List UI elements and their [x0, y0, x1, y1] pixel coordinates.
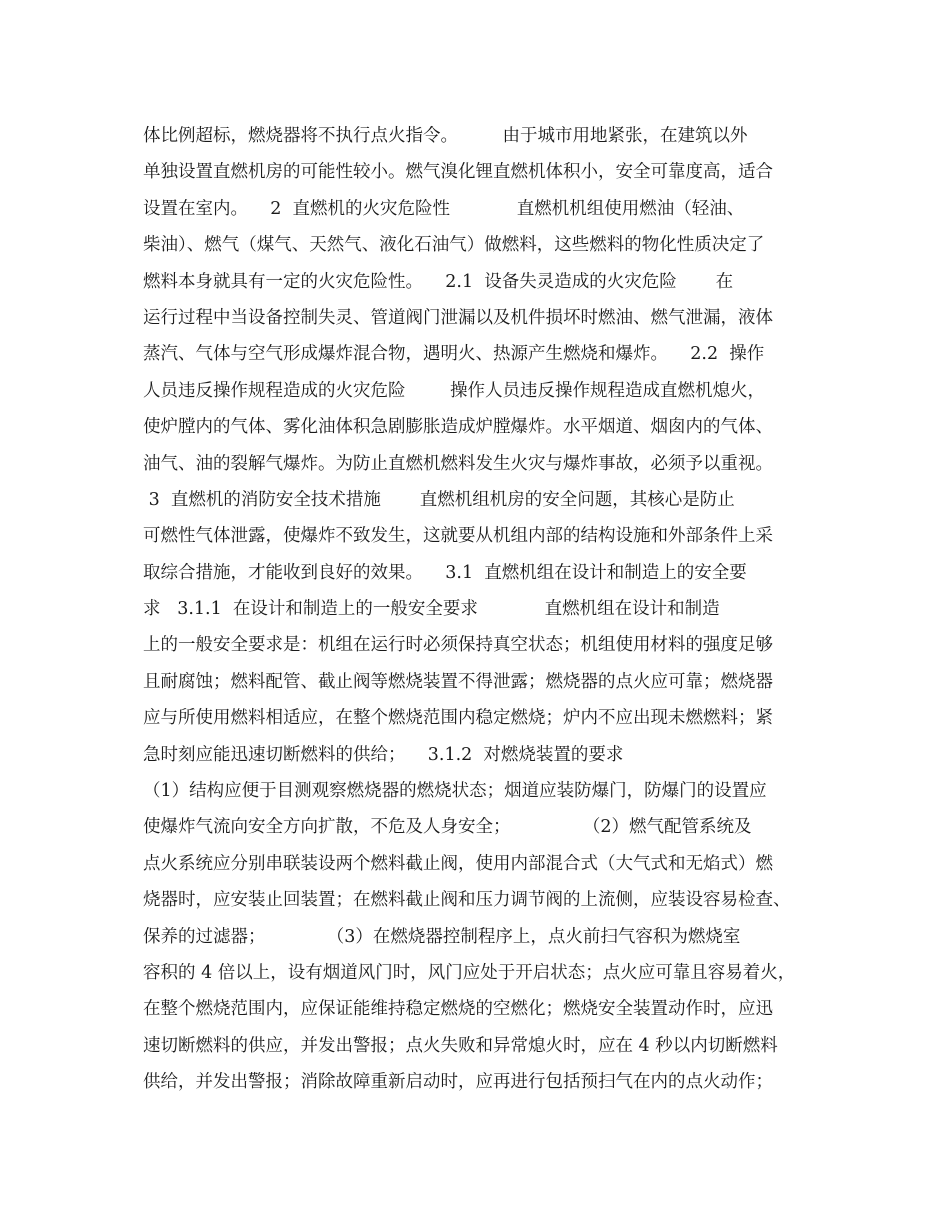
text-line: 容积的 4 倍以上，设有烟道风门时，风门应处于开启状态；点火应可靠且容易着火， [143, 962, 796, 983]
text-line: 使爆炸气流向安全方向扩散，不危及人身安全； （2）燃气配管系统及 [143, 817, 752, 838]
text-line: 单独设置直燃机房的可能性较小。燃气溴化锂直燃机体积小，安全可靠度高，适合 [143, 162, 773, 183]
text-line: 体比例超标，燃烧器将不执行点火指令。 由于城市用地紧张，在建筑以外 [143, 126, 748, 146]
text-line: 在整个燃烧范围内，应保证能维持稳定燃烧的空燃化；燃烧安全装置动作时，应迅 [143, 999, 773, 1020]
text-line: 可燃性气体泄露，使爆炸不致发生，这就要从机组内部的结构设施和外部条件上采 [143, 526, 773, 547]
text-line: 速切断燃料的供应，并发出警报；点火失败和异常熄火时，应在 4 秒以内切断燃料 [143, 1035, 778, 1056]
body-text [143, 118, 823, 1101]
text-line: 3 直燃机的消防安全技术措施 直燃机组机房的安全问题，其核心是防止 [143, 489, 735, 510]
text-line: 蒸汽、气体与空气形成爆炸混合物，遇明火、热源产生燃烧和爆炸。 2.2 操作 [143, 344, 765, 365]
text-line: 柴油）、燃气（煤气、天然气、液化石油气）做燃料，这些燃料的物化性质决定了 [143, 235, 765, 256]
text-line: 应与所使用燃料相适应，在整个燃烧范围内稳定燃烧；炉内不应出现未燃燃料；紧 [143, 708, 773, 729]
text-line: 使炉膛内的气体、雾化油体积急剧膨胀造成炉膛爆炸。水平烟道、烟囱内的气体、 [143, 417, 773, 438]
text-line: 上的一般安全要求是：机组在运行时必须保持真空状态；机组使用材料的强度足够 [143, 635, 773, 656]
text-line: （1）结构应便于目测观察燃烧器的燃烧状态；烟道应装防爆门，防爆门的设置应 [143, 781, 767, 802]
text-line: 人员违反操作规程造成的火灾危险 操作人员违反操作规程造成直燃机熄火， [143, 380, 765, 401]
text-line: 保养的过滤器； （3）在燃烧器控制程序上，点火前扫气容积为燃烧室 [143, 926, 741, 947]
text-line: 烧器时，应安装止回装置；在燃料截止阀和压力调节阀的上流侧，应装设容易检查、 [143, 890, 791, 911]
text-line: 油气、油的裂解气爆炸。为防止直燃机燃料发生火灾与爆炸事故，必须予以重视。 [143, 453, 773, 474]
text-line: 取综合措施，才能收到良好的效果。 3.1 直燃机组在设计和制造上的安全要 [143, 562, 747, 583]
text-line: 求 3.1.1 在设计和制造上的一般安全要求 直燃机组在设计和制造 [143, 599, 720, 620]
text-line: 急时刻应能迅速切断燃料的供给； 3.1.2 对燃烧装置的要求 [143, 744, 624, 765]
text-line: 点火系统应分别串联装设两个燃料截止阀，使用内部混合式（大气式和无焰式）燃 [143, 853, 773, 874]
text-line: 供给，并发出警报；消除故障重新启动时，应再进行包括预扫气在内的点火动作； [143, 1072, 773, 1093]
text-line: 燃料本身就具有一定的火灾危险性。 2.1 设备失灵造成的火灾危险 在 [143, 271, 734, 292]
text-line: 且耐腐蚀；燃料配管、截止阀等燃烧装置不得泄露；燃烧器的点火应可靠；燃烧器 [143, 671, 773, 692]
text-line: 设置在室内。 2 直燃机的火灾危险性 直燃机机组使用燃油（轻油、 [143, 198, 745, 219]
text-line: 运行过程中当设备控制失灵、管道阀门泄漏以及机件损坏时燃油、燃气泄漏，液体 [143, 307, 773, 328]
